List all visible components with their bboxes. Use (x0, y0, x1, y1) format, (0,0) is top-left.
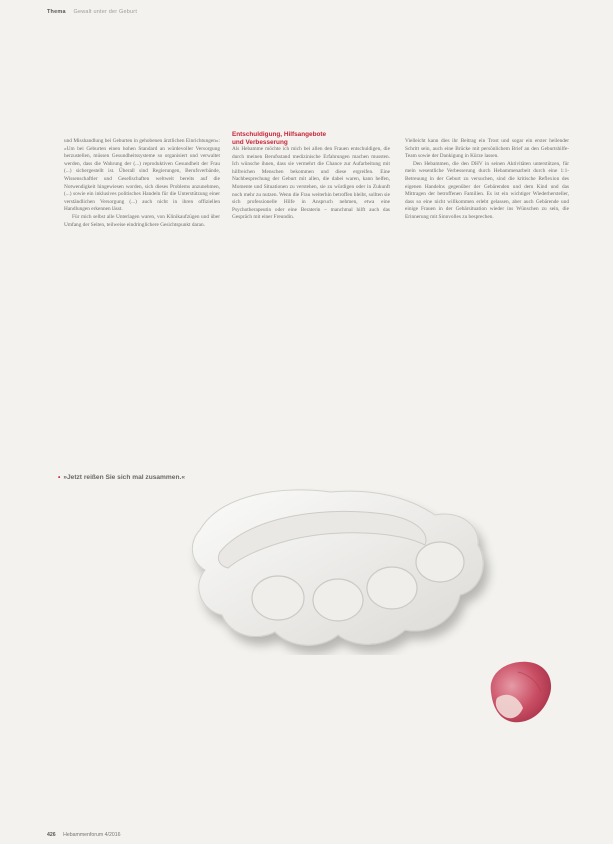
paragraph: Den Hebammen, die den DHV in seinen Aktivitäten unterstützen, für mein wesentliche Verbesserung durch Hebammenarbeit durch eine 1:1-Betreuung in der Geburt zu versuchen, sind die kritische Reflexion des eigenen Handelns gegenüber der Gebärenden und dem Kind und das Mittragen der betroffenen Familien. Es ist ein wichtiger Wiederhersteller, dass so eine nicht willkommen erlebt gelassen, aber auch Gebärende und einige Frauen in der Gebärsituation wieder ins Wünschen zu sein, die Erinnerung mit Sinnvolles zu besprechen. (405, 160, 569, 220)
paragraph: Vielleicht kann dies ihr Beitrag ein Trost und sogar ein erster heilender Schritt sein, auch eine Brücke mit persönlichem Brief an den Geburtshilfe-Team sowie der Dankigung in Kürze lassen. (405, 138, 569, 160)
paragraph: Als Hebamme möchte ich mich bei allen den Frauen entschuldigen, die durch meinen Berufsstand medizinische Erfahrungen machen mussten. Ich wünsche ihnen, dass sie vermehrt die Chance zur Aufarbeitung mit hilfreichen Menschen bekommen und diese ergreifen. Eine Nachbesprechung der Geburt mit allen, die dabei waren, kann helfen, Momente und Situationen zu verstehen, sie zu würdigen oder in Zukunft noch mehr zu nutzen. Wenn die Frau weiterhin betroffen bleibt, sollten sie sich professionelle Hilfe in Anspruch nehmen, etwa eine Psychotherapeutin oder eine Beraterin – manchmal hilft auch das Gespräch mit einer Freundin. (232, 146, 390, 221)
subheading (232, 131, 390, 146)
paragraph: und Misshandlung bei Geburten in gehobenen ärztlichen Einrichtungen«: »Um bei Geburten einen hohen Standard an würdevoller Versorgung herzustellen, müssen Gesundheitssysteme so organisiert und verwaltet werden, dass die Wahrung der (...) reproduktiven Gesundheit der Frau (...) sichergestellt ist. Überall sind Regierungen, Berufsverbände, Wissenschaftler und Gesellschaften weltweit bereits auf die Notwendigkeit hingewiesen worden, sich dieses Problems anzunehmen, (...) sowie ein inklusives politisches Handeln für die Unterstützung einer verständlichen Versorgung (...) auch nicht in ihren offiziellen Handlungen erkennen lässt. (64, 138, 220, 213)
text-column-3 (405, 138, 569, 222)
page-number: 426 (47, 832, 56, 838)
text-column-1 (64, 138, 220, 229)
text-column-2 (232, 146, 390, 222)
section-label: Thema (47, 9, 66, 15)
running-header (47, 9, 137, 15)
topic-label: Gewalt unter der Geburt (73, 9, 138, 15)
paragraph: Für mich selbst alle Unterlagen waren, von Klinikaufzügen und über Umfang der Seiten, teilweise eindringlichere Gesichtspunkt daran. (64, 213, 220, 228)
subheading-line: Entschuldigung, Hilfsangebote (232, 131, 327, 138)
quote-text: »Jetzt reißen Sie sich mal zusammen.« (63, 474, 185, 481)
rose-petal-image (483, 652, 558, 732)
quote-bullet: • (58, 474, 61, 481)
subheading-line: und Verbesserung (232, 138, 288, 146)
page-footer (47, 832, 121, 838)
brass-knuckles-image (160, 470, 510, 655)
journal-name: Hebammenforum 4/2016 (63, 832, 121, 838)
